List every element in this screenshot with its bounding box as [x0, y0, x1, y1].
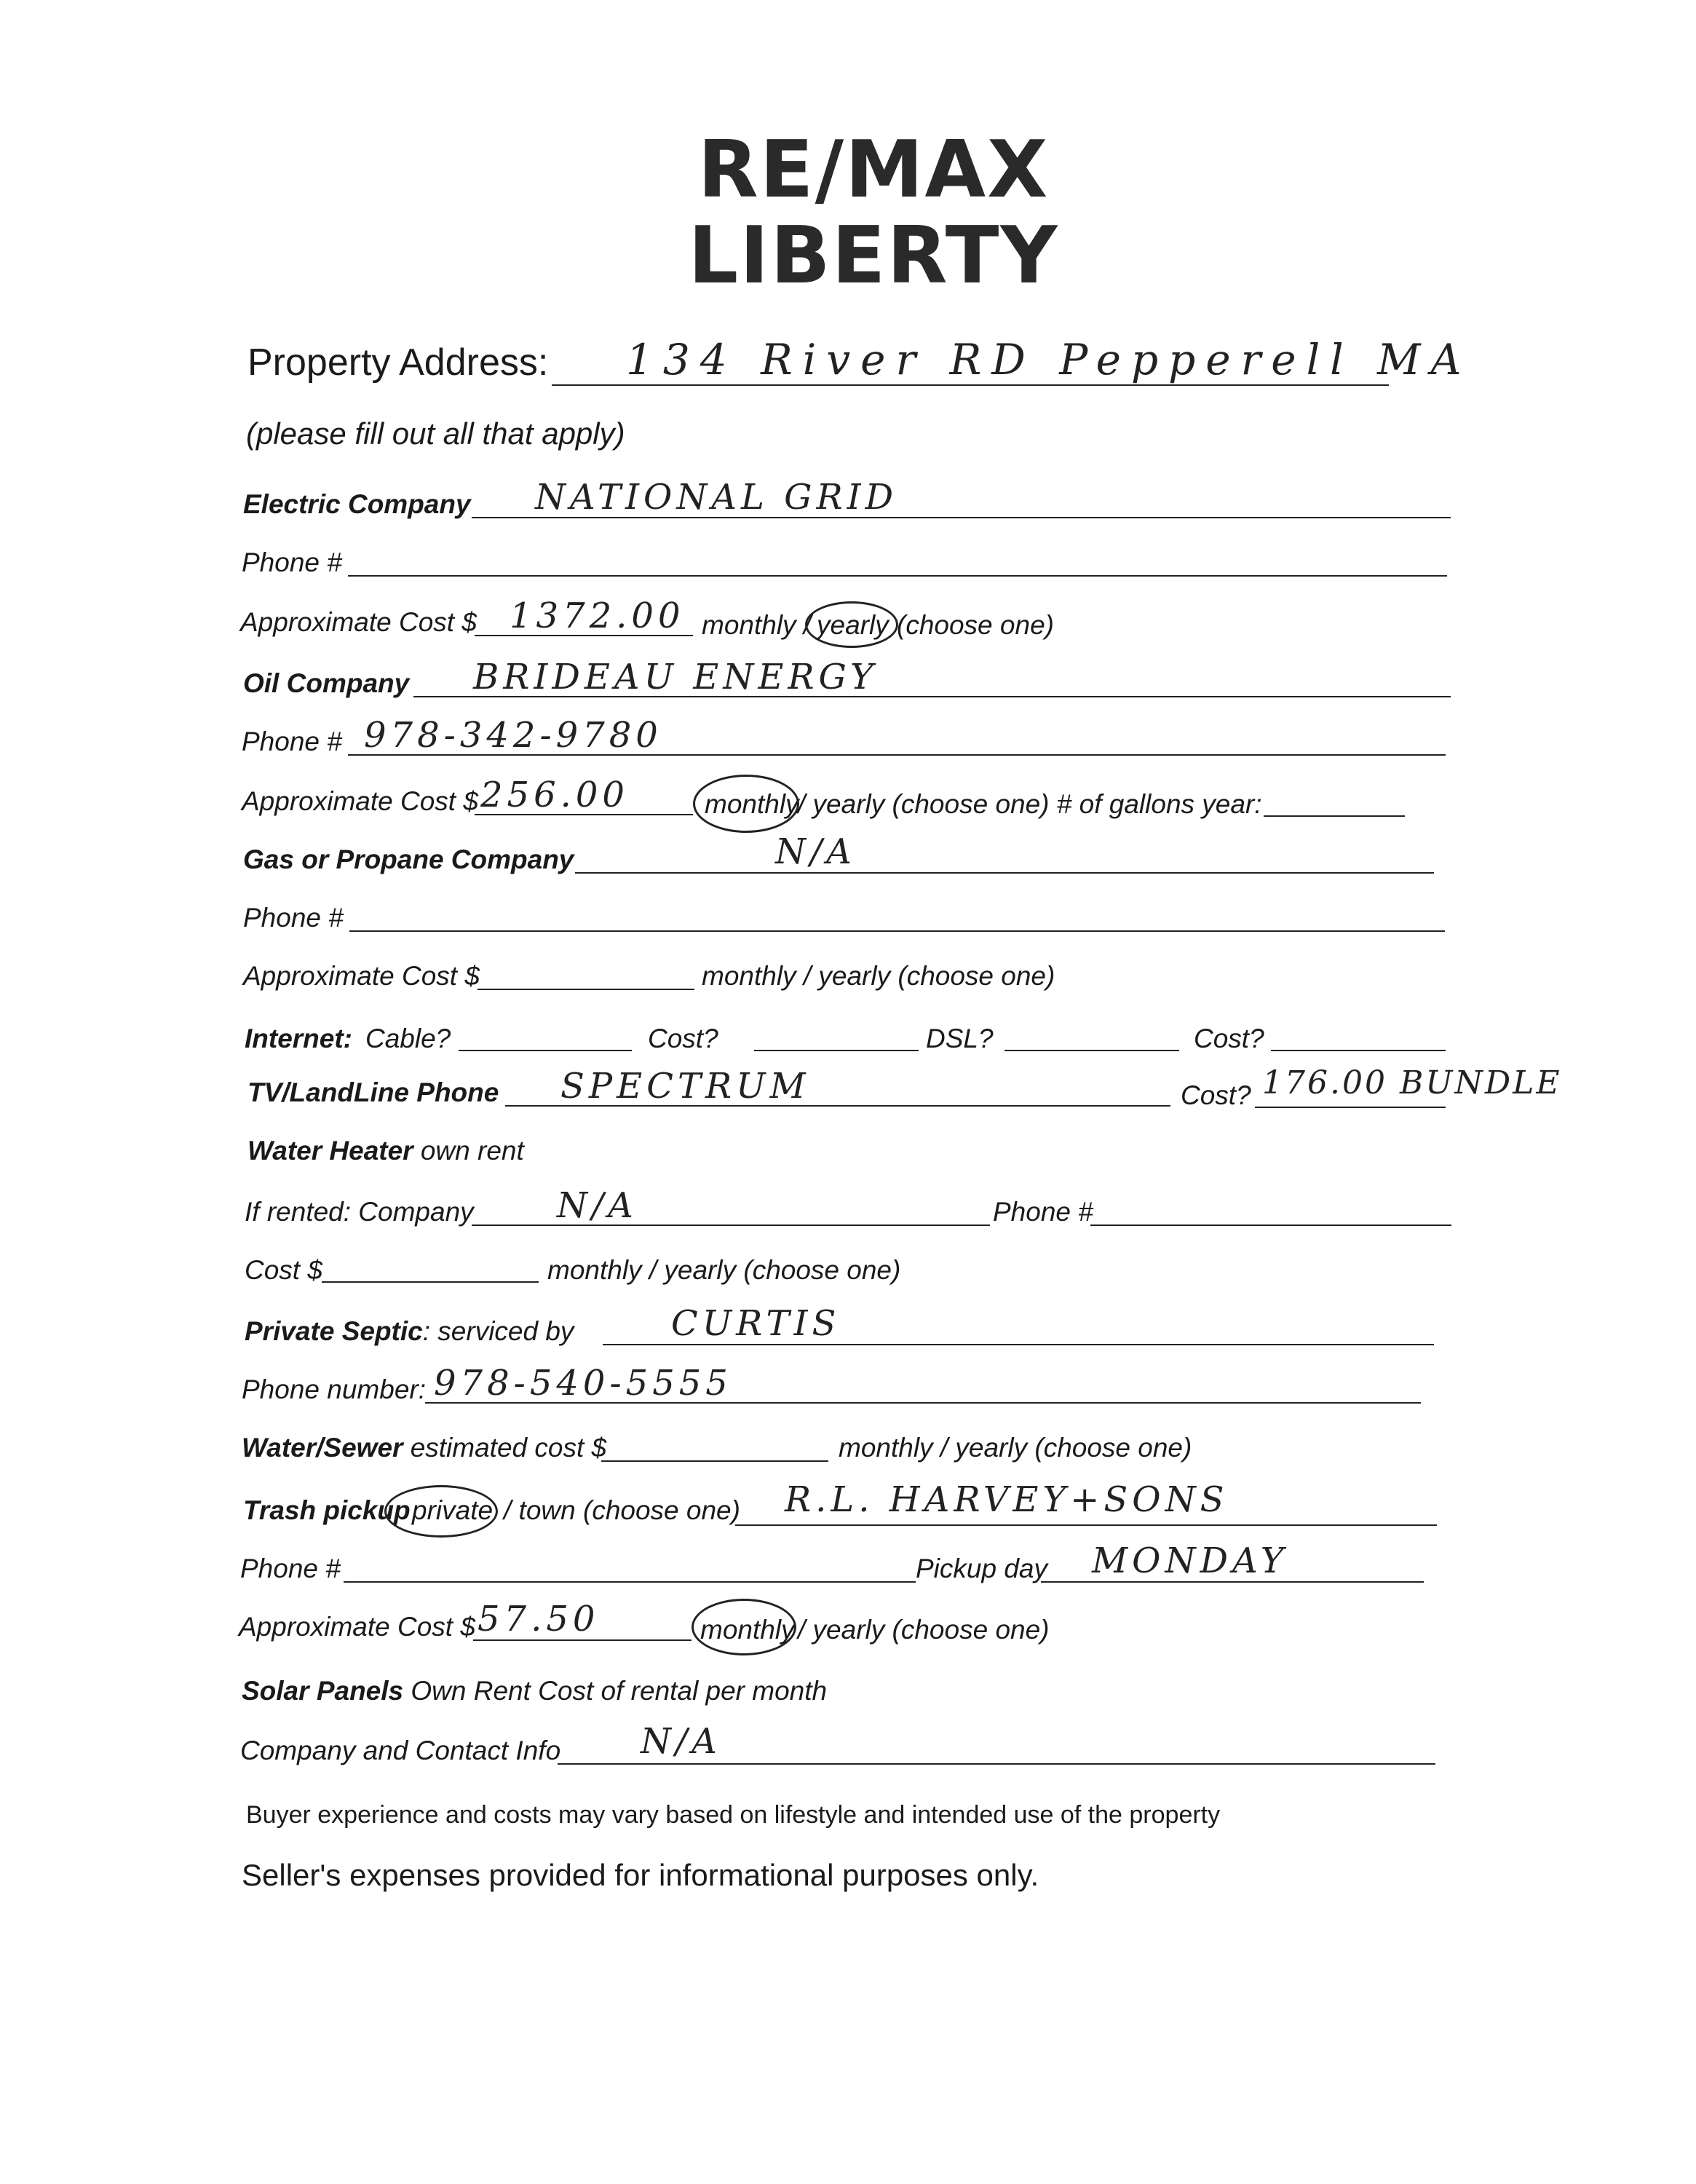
internet-dsl-label: DSL? [926, 1024, 994, 1053]
electric-yearly-option[interactable]: yearly [817, 610, 889, 640]
oil-cost-label: Approximate Cost $ [242, 786, 478, 816]
trash-town-option: / town (choose one) [504, 1495, 740, 1525]
trash-cost-value[interactable]: 57.50 [478, 1599, 600, 1639]
trash-pickup-label: Trash pickup [243, 1495, 411, 1525]
water-heater-frequency-text: monthly / yearly (choose one) [547, 1255, 901, 1285]
rented-company-label: If rented: Company [245, 1197, 474, 1227]
internet-cost2-line[interactable] [1271, 1050, 1446, 1051]
electric-cost-value[interactable]: 1372.00 [510, 596, 685, 636]
water-sewer-frequency-text: monthly / yearly (choose one) [839, 1433, 1192, 1463]
gas-frequency-text: monthly / yearly (choose one) [702, 961, 1055, 991]
oil-company-label: Oil Company [243, 668, 410, 698]
trash-cost-label: Approximate Cost $ [239, 1612, 475, 1642]
water-sewer-cost-line[interactable] [601, 1460, 828, 1462]
gas-cost-line[interactable] [478, 989, 694, 990]
electric-phone-line[interactable] [348, 575, 1447, 577]
gas-phone-line[interactable] [349, 930, 1445, 932]
address-value[interactable]: 134 River RD Pepperell MA [626, 335, 1472, 384]
gas-company-line [575, 872, 1434, 874]
oil-cost-value[interactable]: 256.00 [480, 775, 629, 815]
rented-company-line [472, 1224, 990, 1226]
water-heater-cost-label: Cost $ [245, 1255, 322, 1285]
internet-cable-label: Cable? [365, 1024, 451, 1053]
trash-private-option[interactable]: private [412, 1495, 494, 1525]
oil-monthly-circle [693, 775, 799, 833]
internet-cable-line[interactable] [459, 1050, 632, 1051]
address-label: Property Address: [247, 341, 549, 384]
solar-contact-value[interactable]: N/A [641, 1721, 721, 1762]
septic-label: Private Septic [245, 1316, 423, 1346]
oil-phone-value[interactable]: 978-342-9780 [364, 715, 662, 756]
internet-cost2-label: Cost? [1194, 1024, 1264, 1053]
trash-phone-label: Phone # [240, 1554, 341, 1583]
solar-contact-label: Company and Contact Info [240, 1736, 561, 1765]
oil-choose-text: / yearly (choose one) # of gallons year: [798, 789, 1262, 819]
electric-company-value[interactable]: NATIONAL GRID [535, 477, 898, 518]
trash-phone-line[interactable] [344, 1581, 916, 1583]
gas-company-label: Gas or Propane Company [243, 844, 574, 874]
oil-gallons-line[interactable] [1264, 815, 1405, 817]
oil-monthly-option[interactable]: monthly [705, 789, 799, 819]
rented-phone-line[interactable] [1090, 1224, 1451, 1226]
pickup-day-value[interactable]: MONDAY [1092, 1540, 1288, 1581]
gas-phone-label: Phone # [243, 903, 344, 933]
trash-monthly-circle [692, 1599, 796, 1655]
gas-company-value[interactable]: N/A [775, 831, 856, 872]
trash-frequency-text: / yearly (choose one) [798, 1615, 1050, 1645]
electric-company-label: Electric Company [243, 489, 471, 519]
septic-company-line [603, 1344, 1434, 1345]
oil-phone-label: Phone # [242, 727, 342, 756]
electric-yearly-circle [805, 601, 898, 648]
trash-private-circle [384, 1485, 498, 1538]
tv-landline-label: TV/LandLine Phone [247, 1077, 499, 1107]
water-sewer-cost-label: estimated cost $ [410, 1433, 607, 1463]
electric-phone-label: Phone # [242, 547, 342, 577]
septic-serviced-by: : serviced by [422, 1316, 574, 1346]
water-sewer-label: Water/Sewer [242, 1433, 403, 1463]
rented-phone-label: Phone # [993, 1197, 1093, 1227]
trash-monthly-option[interactable]: monthly [700, 1615, 795, 1645]
logo-line-1: RE/MAX [697, 124, 1050, 215]
electric-cost-label: Approximate Cost $ [240, 607, 477, 637]
tv-cost-line [1255, 1107, 1446, 1108]
tv-cost-value[interactable]: 176.00 BUNDLE [1262, 1064, 1562, 1101]
rented-company-value[interactable]: N/A [557, 1185, 638, 1226]
electric-monthly-option[interactable]: monthly / [702, 610, 812, 640]
solar-options: Own Rent Cost of rental per month [411, 1676, 828, 1706]
septic-company-value[interactable]: CURTIS [671, 1303, 841, 1344]
logo-line-2: LIBERTY [688, 210, 1059, 301]
trash-cost-line [473, 1639, 692, 1641]
water-heater-cost-line[interactable] [322, 1281, 539, 1283]
solar-panels-label: Solar Panels [242, 1676, 404, 1706]
water-heater-options: own rent [420, 1136, 524, 1166]
tv-cost-label: Cost? [1181, 1080, 1251, 1110]
internet-label: Internet: [245, 1024, 352, 1053]
address-line [552, 384, 1389, 386]
electric-choose-text: (choose one) [897, 610, 1054, 640]
pickup-day-line [1041, 1581, 1424, 1583]
internet-cost1-label: Cost? [648, 1024, 718, 1053]
septic-phone-value[interactable]: 978-540-5555 [434, 1363, 732, 1404]
gas-cost-label: Approximate Cost $ [243, 961, 480, 991]
disclaimer-buyer-experience: Buyer experience and costs may vary based on lifestyle and intended use of the property [246, 1801, 1221, 1829]
trash-company-value[interactable]: R.L. HARVEY+SONS [785, 1479, 1229, 1520]
instructions-text: (please fill out all that apply) [246, 416, 625, 451]
remax-liberty-logo [684, 124, 1063, 301]
trash-company-line [735, 1524, 1437, 1526]
oil-company-value[interactable]: BRIDEAU ENERGY [473, 657, 878, 697]
internet-cost1-line[interactable] [754, 1050, 919, 1051]
tv-company-value[interactable]: SPECTRUM [560, 1066, 810, 1107]
internet-dsl-line[interactable] [1004, 1050, 1179, 1051]
disclaimer-seller-expenses: Seller's expenses provided for informational purposes only. [242, 1858, 1039, 1892]
solar-contact-line [558, 1763, 1435, 1765]
water-heater-label: Water Heater [247, 1136, 413, 1166]
pickup-day-label: Pickup day [916, 1554, 1047, 1583]
septic-phone-label: Phone number: [242, 1374, 427, 1404]
